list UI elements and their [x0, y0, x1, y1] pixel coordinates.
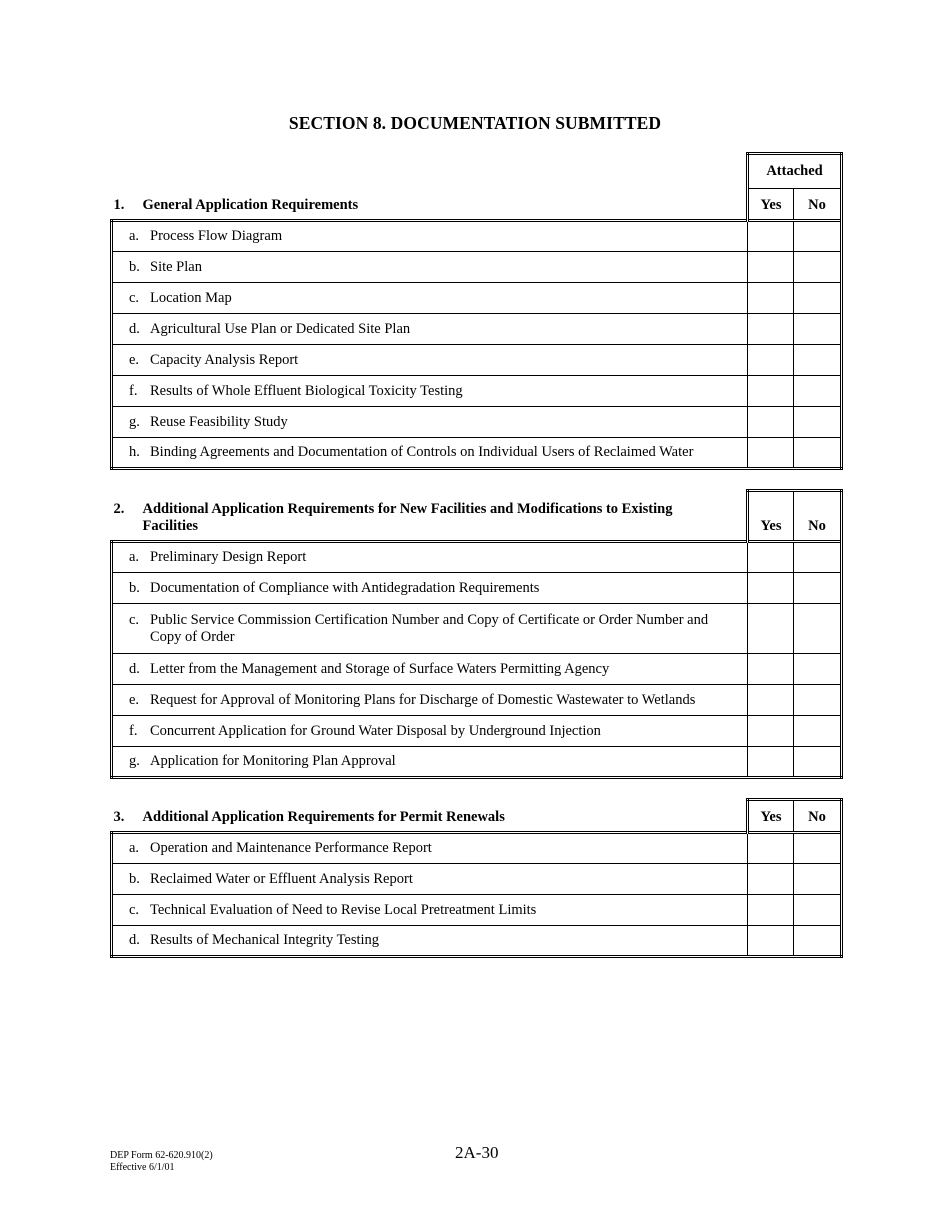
item-letter: b.	[129, 870, 140, 887]
table-row	[112, 314, 842, 345]
page-title: SECTION 8. DOCUMENTATION SUBMITTED	[288, 113, 662, 133]
item-label	[112, 604, 748, 654]
no-checkbox-cell[interactable]	[794, 314, 842, 345]
item-text: Site Plan	[150, 258, 202, 275]
table-row	[112, 747, 842, 778]
yes-checkbox-cell[interactable]	[748, 926, 794, 957]
table-row	[112, 407, 842, 438]
table-row	[112, 438, 842, 469]
item-letter: e.	[129, 691, 140, 708]
no-checkbox-cell[interactable]	[794, 833, 842, 864]
table-row	[112, 716, 842, 747]
yes-checkbox-cell[interactable]	[748, 573, 794, 604]
no-checkbox-cell[interactable]	[794, 747, 842, 778]
table-row	[112, 604, 842, 654]
table-row	[112, 654, 842, 685]
item-label	[112, 926, 748, 957]
no-checkbox-cell[interactable]	[794, 716, 842, 747]
item-letter: b.	[129, 579, 140, 596]
item-letter: b.	[129, 258, 140, 275]
item-letter: c.	[129, 289, 140, 306]
table-row	[112, 573, 842, 604]
item-letter: d.	[129, 320, 140, 337]
no-header: No	[794, 491, 842, 542]
no-checkbox-cell[interactable]	[794, 221, 842, 252]
section-heading: 3. Additional Application Requirements for Permit Renewals	[113, 809, 505, 825]
yes-header: Yes	[748, 800, 794, 833]
item-text: Request for Approval of Monitoring Plans for Discharge of Domestic Wastewater to Wetlands	[150, 691, 696, 708]
item-letter: d.	[129, 932, 140, 948]
item-label	[112, 685, 748, 716]
item-text: Agricultural Use Plan or Dedicated Site Plan	[150, 320, 411, 337]
no-checkbox-cell[interactable]	[794, 926, 842, 957]
section-2-table	[110, 489, 843, 779]
item-label	[112, 833, 748, 864]
item-text: Process Flow Diagram	[150, 228, 283, 244]
item-letter: e.	[129, 351, 140, 368]
item-letter: f.	[129, 382, 138, 399]
yes-checkbox-cell[interactable]	[748, 895, 794, 926]
item-label	[112, 407, 748, 438]
section-heading: 2. Additional Application Requirements for New Facilities and Modifications to Existing Facilities	[113, 501, 673, 534]
item-label	[112, 221, 748, 252]
item-letter: c.	[129, 611, 140, 628]
table-row	[112, 283, 842, 314]
item-letter: f.	[129, 722, 138, 739]
item-label	[112, 895, 748, 926]
yes-checkbox-cell[interactable]	[748, 314, 794, 345]
no-checkbox-cell[interactable]	[794, 895, 842, 926]
item-letter: a.	[129, 840, 140, 856]
yes-header: Yes	[748, 491, 794, 542]
no-header: No	[794, 800, 842, 833]
section-3-table	[110, 798, 843, 958]
table-row	[112, 895, 842, 926]
item-text: Preliminary Design Report	[150, 549, 307, 565]
item-text: Results of Whole Effluent Biological Toxicity Testing	[150, 382, 463, 399]
item-text: Letter from the Management and Storage of Surface Waters Permitting Agency	[150, 660, 610, 677]
no-checkbox-cell[interactable]	[794, 376, 842, 407]
item-text: Results of Mechanical Integrity Testing	[150, 932, 380, 948]
item-label	[112, 542, 748, 573]
yes-checkbox-cell[interactable]	[748, 604, 794, 654]
item-label	[112, 345, 748, 376]
section-1-table	[110, 152, 843, 470]
yes-checkbox-cell[interactable]	[748, 864, 794, 895]
no-checkbox-cell[interactable]	[794, 573, 842, 604]
item-label	[112, 654, 748, 685]
yes-checkbox-cell[interactable]	[748, 833, 794, 864]
item-text: Reuse Feasibility Study	[150, 413, 288, 430]
no-header: No	[794, 189, 842, 221]
no-checkbox-cell[interactable]	[794, 604, 842, 654]
item-label	[112, 438, 748, 469]
no-checkbox-cell[interactable]	[794, 654, 842, 685]
table-row	[112, 376, 842, 407]
item-text: Public Service Commission Certification Number and Copy of Certificate or Order Number and Copy of Order	[150, 611, 709, 645]
item-label	[112, 283, 748, 314]
table-row	[112, 252, 842, 283]
item-label	[112, 747, 748, 778]
yes-checkbox-cell[interactable]	[748, 407, 794, 438]
form-number: DEP Form 62-620.910(2)	[110, 1150, 213, 1161]
item-label	[112, 314, 748, 345]
table-row	[112, 221, 842, 252]
yes-checkbox-cell[interactable]	[748, 747, 794, 778]
item-text: Capacity Analysis Report	[150, 351, 299, 368]
item-text: Application for Monitoring Plan Approval	[150, 753, 396, 769]
effective-date: Effective 6/1/01	[110, 1162, 175, 1173]
item-letter: g.	[129, 413, 140, 430]
item-letter: a.	[129, 228, 140, 244]
yes-checkbox-cell[interactable]	[748, 438, 794, 469]
item-text: Binding Agreements and Documentation of Controls on Individual Users of Reclaimed Water	[150, 444, 694, 460]
section-heading: 1. General Application Requirements	[113, 197, 359, 213]
item-letter: d.	[129, 660, 140, 677]
yes-checkbox-cell[interactable]	[748, 345, 794, 376]
yes-checkbox-cell[interactable]	[748, 716, 794, 747]
item-label	[112, 376, 748, 407]
item-label	[112, 573, 748, 604]
table-row	[112, 685, 842, 716]
yes-checkbox-cell[interactable]	[748, 376, 794, 407]
item-text: Concurrent Application for Ground Water Disposal by Underground Injection	[150, 722, 601, 739]
table-row	[112, 864, 842, 895]
item-text: Technical Evaluation of Need to Revise Local Pretreatment Limits	[150, 901, 537, 918]
yes-header: Yes	[748, 189, 794, 221]
item-letter: g.	[129, 753, 140, 769]
item-text: Location Map	[150, 289, 232, 306]
table-row	[112, 833, 842, 864]
item-label	[112, 716, 748, 747]
table-row	[112, 542, 842, 573]
no-checkbox-cell[interactable]	[794, 542, 842, 573]
table-row	[112, 926, 842, 957]
item-letter: h.	[129, 444, 140, 460]
no-checkbox-cell[interactable]	[794, 685, 842, 716]
form-footer	[110, 1150, 213, 1174]
attached-header: Attached	[748, 154, 842, 189]
no-checkbox-cell[interactable]	[794, 283, 842, 314]
item-text: Documentation of Compliance with Antidegradation Requirements	[150, 579, 540, 596]
no-checkbox-cell[interactable]	[794, 407, 842, 438]
item-text: Reclaimed Water or Effluent Analysis Report	[150, 870, 413, 887]
item-letter: a.	[129, 549, 140, 565]
yes-checkbox-cell[interactable]	[748, 221, 794, 252]
no-checkbox-cell[interactable]	[794, 252, 842, 283]
no-checkbox-cell[interactable]	[794, 345, 842, 376]
yes-checkbox-cell[interactable]	[748, 685, 794, 716]
no-checkbox-cell[interactable]	[794, 438, 842, 469]
page-number: 2A-30	[455, 1143, 499, 1162]
item-label	[112, 252, 748, 283]
yes-checkbox-cell[interactable]	[748, 283, 794, 314]
yes-checkbox-cell[interactable]	[748, 542, 794, 573]
yes-checkbox-cell[interactable]	[748, 654, 794, 685]
item-text: Operation and Maintenance Performance Report	[150, 840, 432, 856]
item-label	[112, 864, 748, 895]
table-row	[112, 345, 842, 376]
item-letter: c.	[129, 901, 140, 918]
yes-checkbox-cell[interactable]	[748, 252, 794, 283]
no-checkbox-cell[interactable]	[794, 864, 842, 895]
